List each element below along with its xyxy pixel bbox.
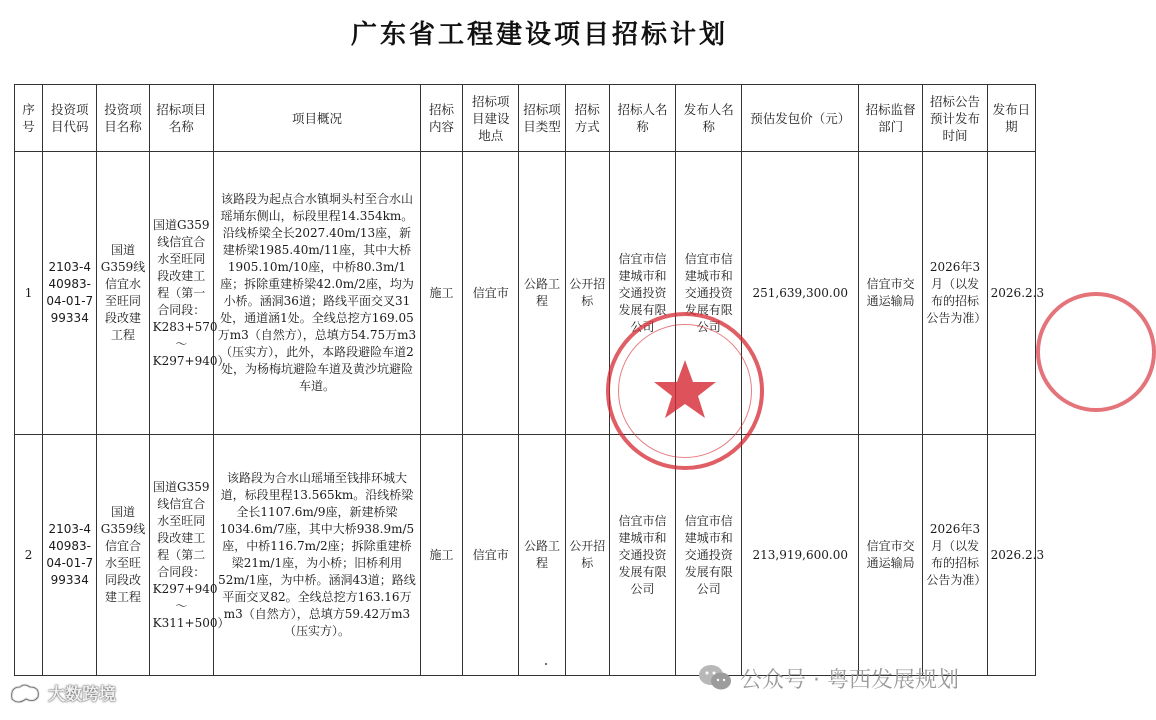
stray-dot bbox=[545, 663, 547, 665]
content-cell: 施工 bbox=[420, 435, 462, 676]
header-cell: 预估发包价（元） bbox=[742, 85, 859, 152]
tender-plan-table bbox=[14, 84, 1045, 676]
tenderer-cell: 信宜市信建城市和交通投资发展有限公司 bbox=[609, 435, 675, 676]
header-cell: 招标人名称 bbox=[609, 85, 675, 152]
method-cell: 公开招标 bbox=[565, 435, 609, 676]
planned-time-cell: 2026年3月（以发布的招标公告为准） bbox=[923, 152, 987, 435]
method-cell: 公开招标 bbox=[565, 152, 609, 435]
seq-cell: 2 bbox=[15, 435, 43, 676]
overview-cell: 该路段为起点合水镇垌头村至合水山瑶埇东侧山，标段里程14.354km。沿线桥梁全长2027.40m/13座，新建桥梁1985.40m/11座，其中大桥1905.10m/10座，中桥80.3m/1座；拆除重建桥梁42.0m/2座，均为小桥。涵洞36道；路线平面交叉31处，通道涵1处。全线总挖方169.05万m3（自然方），总填方54.75万m3（压实方），此外，本路段避险车道2处，为杨梅坑避险车道及黄沙坑避险车道。 bbox=[213, 152, 420, 435]
watermark-text: 公众号 · 粤西发展规划 bbox=[740, 667, 959, 693]
table-row bbox=[15, 152, 1036, 435]
header-cell: 招标项目名称 bbox=[149, 85, 213, 152]
header-cell: 招标公告预计发布时间 bbox=[923, 85, 987, 152]
project-code-cell: 2103-440983-04-01-799334 bbox=[43, 435, 97, 676]
location-cell: 信宜市 bbox=[463, 152, 519, 435]
seq-cell: 1 bbox=[15, 152, 43, 435]
header-cell: 项目概况 bbox=[213, 85, 420, 152]
header-cell: 招标项目建设地点 bbox=[463, 85, 519, 152]
logo-icon bbox=[8, 681, 44, 705]
header-cell: 发布人名称 bbox=[676, 85, 742, 152]
tender-name-cell: 国道G359线信宜合水至旺同段改建工程（第一合同段：K283+570～K297+940） bbox=[149, 152, 213, 435]
type-cell: 公路工程 bbox=[519, 435, 565, 676]
table-header-row bbox=[15, 85, 1036, 152]
supervisor-cell: 信宜市交通运输局 bbox=[859, 152, 923, 435]
logo-text: 大数跨境 bbox=[48, 685, 116, 705]
type-cell: 公路工程 bbox=[519, 152, 565, 435]
wechat-icon bbox=[698, 663, 732, 693]
tender-name-cell: 国道G359线信宜合水至旺同段改建工程（第二合同段：K297+940～K311+500） bbox=[149, 435, 213, 676]
header-cell: 招标方式 bbox=[565, 85, 609, 152]
project-name-cell: 国道G359线信宜水至旺同段改建工程 bbox=[97, 152, 149, 435]
tenderer-cell: 信宜市信建城市和交通投资发展有限公司 bbox=[609, 152, 675, 435]
price-cell: 213,919,600.00 bbox=[742, 435, 859, 676]
publisher-cell: 信宜市信建城市和交通投资发展有限公司 bbox=[676, 435, 742, 676]
header-cell: 投资项目名称 bbox=[97, 85, 149, 152]
header-cell: 招标监督部门 bbox=[859, 85, 923, 152]
date-cell: 2026.2.3 bbox=[987, 435, 1035, 676]
publisher-cell: 信宜市信建城市和交通投资发展有限公司 bbox=[676, 152, 742, 435]
project-name-cell: 国道G359线信宜合水至旺同段改建工程 bbox=[97, 435, 149, 676]
header-cell: 投资项目代码 bbox=[43, 85, 97, 152]
header-cell: 招标内容 bbox=[420, 85, 462, 152]
header-cell: 发布日期 bbox=[987, 85, 1035, 152]
date-cell: 2026.2.3 bbox=[987, 152, 1035, 435]
header-cell: 招标项目类型 bbox=[519, 85, 565, 152]
header-cell: 序号 bbox=[15, 85, 43, 152]
content-cell: 施工 bbox=[420, 152, 462, 435]
planned-time-cell: 2026年3月（以发布的招标公告为准） bbox=[923, 435, 987, 676]
overview-cell: 该路段为合水山瑶埇至钱排环城大道，标段里程13.565km。沿线桥梁全长1107.6m/9座，新建桥梁1034.6m/7座，其中大桥938.9m/5座，中桥116.7m/2座；拆除重建桥梁21m/1座，为小桥；旧桥利用52m/1座，为中桥。涵洞43道；路线平面交叉82。全线总挖方163.16万m3（自然方），总填方59.42万m3（压实方）。 bbox=[213, 435, 420, 676]
page-title: 广东省工程建设项目招标计划 bbox=[350, 20, 728, 50]
price-cell: 251,639,300.00 bbox=[742, 152, 859, 435]
table-row bbox=[15, 435, 1036, 676]
partial-seal bbox=[1036, 292, 1156, 412]
wechat-watermark bbox=[698, 658, 959, 698]
location-cell: 信宜市 bbox=[463, 435, 519, 676]
project-code-cell: 2103-440983-04-01-799334 bbox=[43, 152, 97, 435]
brand-logo bbox=[8, 680, 116, 705]
supervisor-cell: 信宜市交通运输局 bbox=[859, 435, 923, 676]
